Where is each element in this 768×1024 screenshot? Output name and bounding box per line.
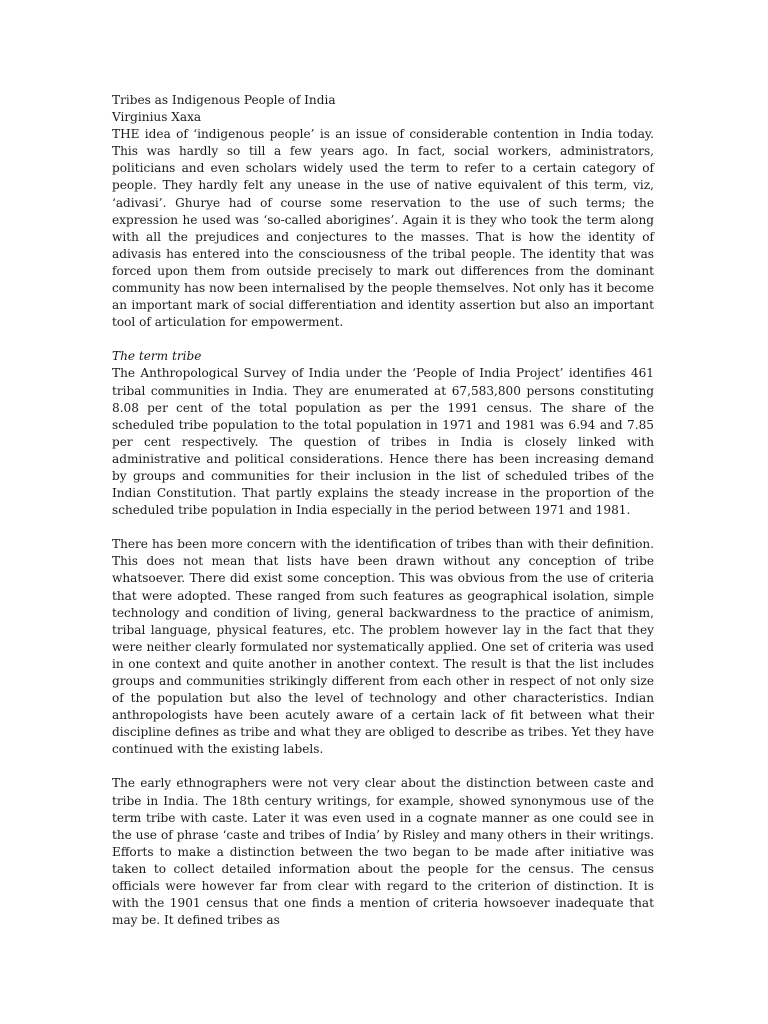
document-author: Virginius Xaxa: [112, 110, 202, 125]
paragraph-spacer: [112, 331, 654, 348]
section-heading: The term tribe: [112, 349, 202, 364]
section-paragraph-1: The Anthropological Survey of India under the ‘People of India Project’ identifies 461 tribal communities in India. They are enumerated at 67,583,800 persons constituting 8.08 per cent of the total population as per the 1991 census. The share of the scheduled tribe population to the total population in 1971 and 1981 was 6.94 and 7.85 per cent respectively. The question of tribes in India is closely linked with administrative and political considerations. Hence there has been increasing demand by groups and communities for their inclusion in the list of scheduled tribes of the Indian Constitution. That partly explains the steady increase in the proportion of the scheduled tribe population in India especially in the period between 1971 and 1981.: [112, 366, 654, 518]
document-title: Tribes as Indigenous People of India: [112, 93, 336, 107]
document-page: [112, 92, 654, 929]
paragraph-spacer: [112, 758, 654, 775]
section-paragraph-3: The early ethnographers were not very clear about the distinction between caste and tribe in India. The 18th century writings, for example, showed synonymous use of the term tribe with caste. Later it was even used in a cognate manner as one could see in the use of phrase ‘caste and tribes of India’ by Risley and many others in their writings. Efforts to make a distinction between the two began to be made after initiative was taken to collect detailed information about the people for the census. The census officials were however far from clear with regard to the criterion of distinction. It is with the 1901 census that one finds a mention of criteria howsoever inadequate that may be. It defined tribes as: [112, 776, 654, 928]
paragraph-spacer: [112, 519, 654, 536]
section-paragraph-2: There has been more concern with the identification of tribes than with their definition. This does not mean that lists have been drawn without any conception of tribe whatsoever. There did exist some conception. This was obvious from the use of criteria that were adopted. These ranged from such features as geographical isolation, simple technology and condition of living, general backwardness to the practice of animism, tribal language, physical features, etc. The problem however lay in the fact that they were neither clearly formulated nor systematically applied. One set of criteria was used in one context and quite another in another context. The result is that the list includes groups and communities strikingly different from each other in respect of not only size of the population but also the level of technology and other characteristics. Indian anthropologists have been acutely aware of a certain lack of fit between what their discipline defines as tribe and what they are obliged to describe as tribes. Yet they have continued with the existing labels.: [112, 537, 654, 757]
intro-paragraph: THE idea of ‘indigenous people’ is an issue of considerable contention in India today. This was hardly so till a few years ago. In fact, social workers, administrators, politicians and even scholars widely used the term to refer to a certain category of people. They hardly felt any unease in the use of native equivalent of this term, viz, ‘adivasi’. Ghurye had of course some reservation to the use of such terms; the expression he used was ‘so-called aborigines’. Again it is they who took the term along with all the prejudices and conjectures to the masses. That is how the identity of adivasis has entered into the consciousness of the tribal people. The identity that was forced upon them from outside precisely to mark out differences from the dominant community has now been internalised by the people themselves. Not only has it become an important mark of social differentiation and identity assertion but also an important tool of articulation for empowerment.: [112, 127, 654, 330]
